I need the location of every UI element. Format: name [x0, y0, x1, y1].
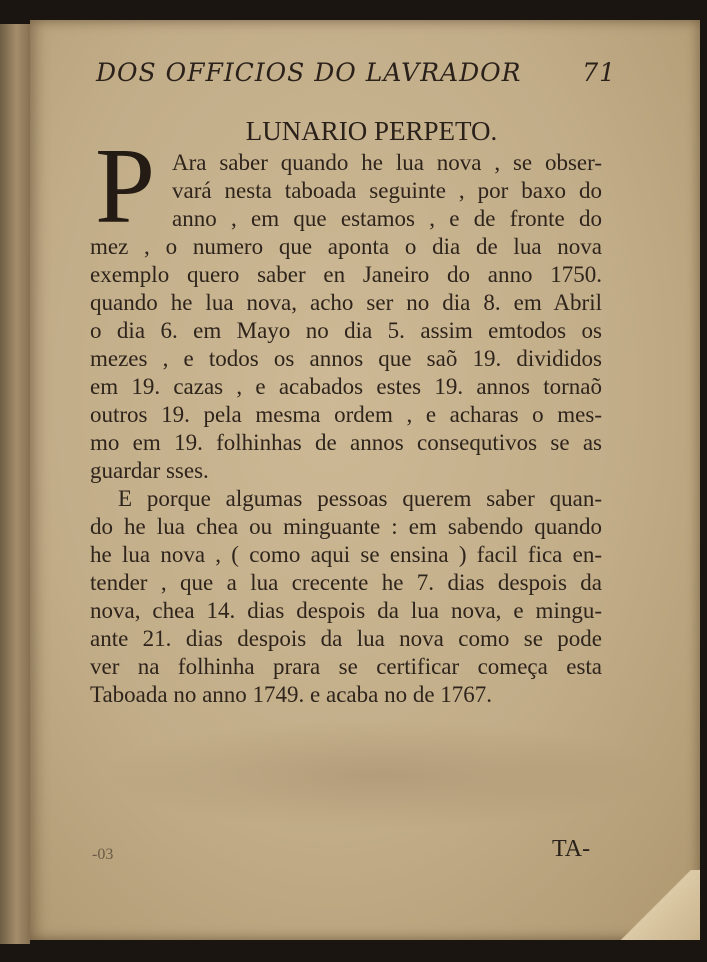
- section-heading: LUNARIO PERPETO.: [245, 116, 498, 146]
- text-line: Ara saber quando he lua nova , se obser-: [172, 150, 602, 175]
- text-line: do he lua chea ou minguante : em sabendo quando: [90, 514, 602, 539]
- text-line: he lua nova , ( como aqui se ensina ) facil fica en-: [90, 542, 602, 567]
- left-page-edge: [0, 24, 30, 944]
- text-line: guardar sses.: [90, 458, 209, 483]
- text-line: mezes , e todos os annos que saõ 19. divididos: [90, 346, 602, 371]
- running-head: [96, 58, 616, 87]
- text-line: Taboada no anno 1749. e acaba no de 1767.: [90, 682, 493, 707]
- page-number: 71: [582, 58, 616, 87]
- text-line: E porque algumas pessoas querem saber quan-: [118, 486, 602, 511]
- running-head-title: DOS OFFICIOS DO LAVRADOR: [96, 58, 522, 87]
- text-line: vará nesta taboada seguinte , por baxo do: [172, 178, 602, 203]
- text-line: anno , em que estamos , e de fronte do: [172, 206, 602, 231]
- drop-cap: P: [95, 127, 156, 246]
- text-line: mo em 19. folhinhas de annos consequtivos se as: [90, 430, 602, 455]
- text-line: em 19. cazas , e acabados estes 19. annos tornaõ: [90, 374, 602, 399]
- folded-corner: [610, 870, 700, 940]
- text-line: nova, chea 14. dias despois da lua nova, e mingu-: [90, 598, 602, 623]
- text-line: exemplo quero saber en Janeiro do anno 1750.: [90, 262, 602, 287]
- text-line: mez , o numero que aponta o dia de lua nova: [90, 234, 602, 259]
- text-line: quando he lua nova, acho ser no dia 8. em Abril: [90, 290, 602, 315]
- text-line: outros 19. pela mesma ordem , e acharas o mes-: [90, 402, 602, 427]
- text-line: ante 21. dias despois da lua nova como se pode: [90, 626, 602, 651]
- text-line: tender , que a lua crecente he 7. dias despois da: [90, 570, 602, 595]
- signature-mark: -03: [92, 846, 114, 863]
- catchword: TA-: [552, 836, 591, 862]
- text-line: ver na folhinha prara se certificar começa esta: [90, 654, 602, 679]
- show-through-text: [100, 720, 660, 830]
- text-line: o dia 6. em Mayo no dia 5. assim emtodos os: [90, 318, 602, 343]
